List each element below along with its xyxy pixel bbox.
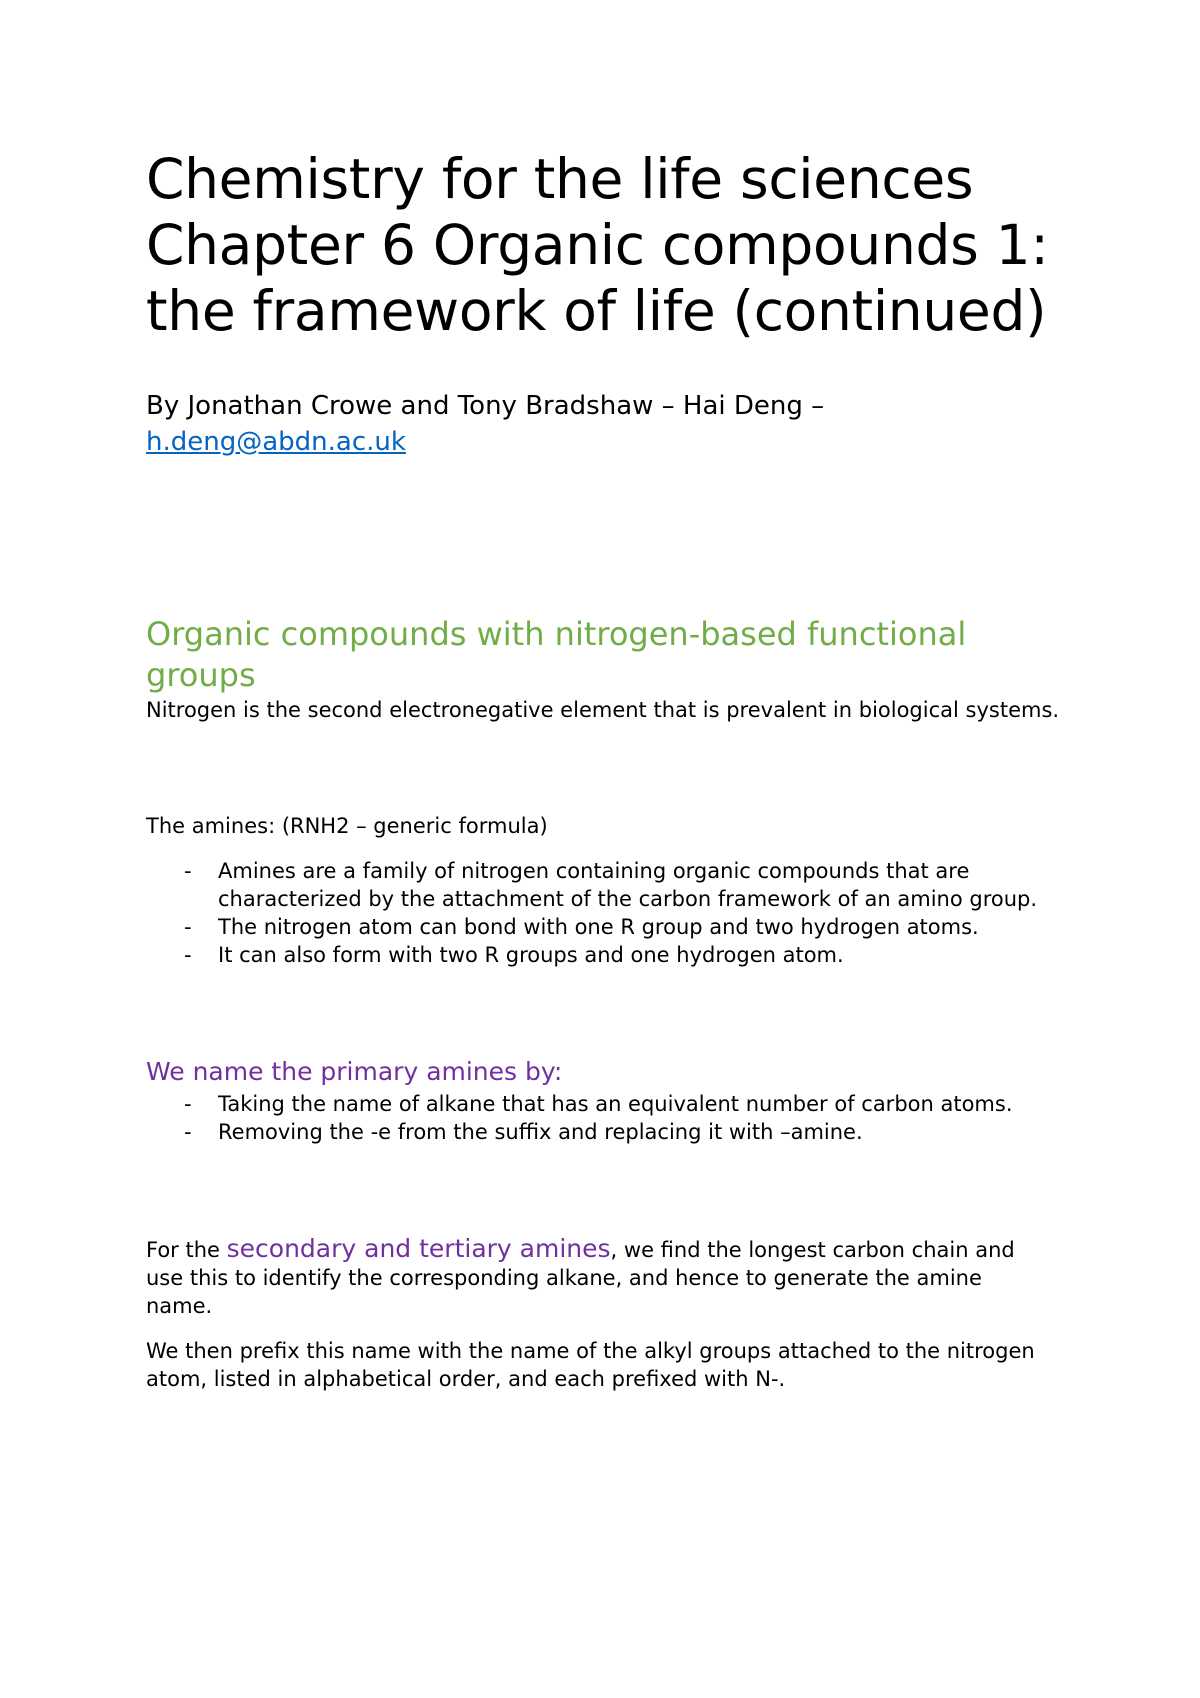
document-title — [146, 146, 1076, 344]
amines-bullet-list — [146, 857, 1046, 969]
secondary-amines-paragraph — [146, 1235, 1046, 1320]
byline — [146, 388, 1076, 460]
secondary-prefix-text: For the — [146, 1238, 227, 1262]
list-item-text: Amines are a family of nitrogen containing organic compounds that are characterized by the attachment of the carbon framework of an amino group. — [218, 859, 1038, 911]
list-item — [146, 1118, 1046, 1146]
byline-authors: By Jonathan Crowe and Tony Bradshaw – Hai Deng – — [146, 391, 825, 421]
title-line-1: Chemistry for the life sciences — [146, 147, 974, 211]
title-line-3: the framework of life (continued) — [146, 279, 1047, 343]
dash-bullet: - — [184, 1092, 192, 1116]
title-line-2: Chapter 6 Organic compounds 1: — [146, 213, 1049, 277]
naming-rule-paragraph: We then prefix this name with the name of the alkyl groups attached to the nitrogen atom, listed in alphabetical order, and each prefixed with N-. — [146, 1339, 1035, 1391]
primary-amines-heading: We name the primary amines by: — [146, 1057, 563, 1086]
list-item-text: Removing the -e from the suffix and replacing it with –amine. — [218, 1120, 863, 1144]
secondary-rest-text: , we find the longest carbon chain and use this to identify the corresponding alkane, and hence to generate the amine name. — [146, 1238, 1015, 1318]
nitrogen-intro-paragraph: Nitrogen is the second electronegative element that is prevalent in biological systems. — [146, 698, 1060, 722]
list-item-text: It can also form with two R groups and one hydrogen atom. — [218, 943, 844, 967]
list-item — [146, 941, 1046, 969]
primary-amines-bullet-list — [146, 1090, 1046, 1146]
secondary-tertiary-emphasis: secondary and tertiary amines — [226, 1234, 611, 1263]
list-item — [146, 857, 1046, 913]
list-item — [146, 1090, 1046, 1118]
author-email-link[interactable]: h.deng@abdn.ac.uk — [146, 427, 406, 457]
list-item-text: The nitrogen atom can bond with one R group and two hydrogen atoms. — [218, 915, 979, 939]
dash-bullet: - — [184, 859, 192, 883]
list-item — [146, 913, 1046, 941]
dash-bullet: - — [184, 1120, 192, 1144]
list-item-text: Taking the name of alkane that has an equivalent number of carbon atoms. — [218, 1092, 1013, 1116]
dash-bullet: - — [184, 915, 192, 939]
dash-bullet: - — [184, 943, 192, 967]
section-heading-nitrogen: Organic compounds with nitrogen-based functional groups — [146, 615, 967, 694]
amines-heading: The amines: (RNH2 – generic formula) — [146, 814, 548, 838]
